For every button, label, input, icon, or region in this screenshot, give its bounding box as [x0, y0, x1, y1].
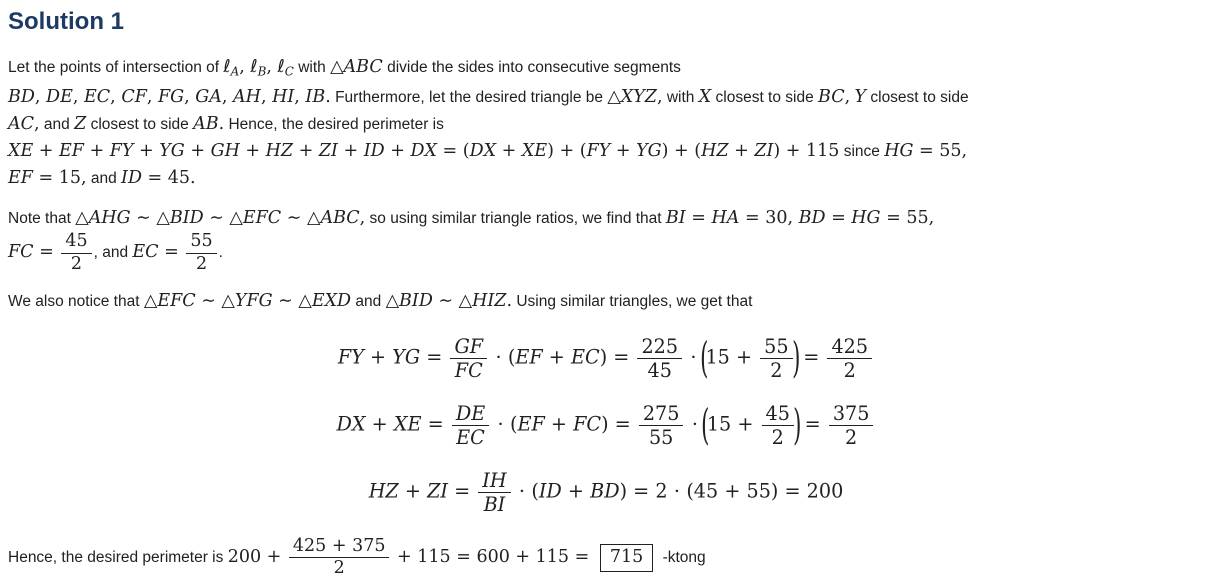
math-letters: XYZ: [620, 87, 657, 108]
math-letters: YG: [392, 345, 421, 369]
math-symbols: ) =: [599, 345, 636, 369]
fraction: [186, 232, 216, 274]
math-symbols: 2: [195, 253, 208, 274]
math-run: [707, 412, 760, 435]
math-letters: DX: [469, 141, 497, 162]
fraction-denominator: [639, 426, 684, 449]
math-letters: YG: [159, 141, 185, 162]
text-run: Using similar triangles, we get that: [512, 292, 753, 310]
math-run: [607, 87, 662, 107]
math-letters: FY: [337, 345, 364, 369]
math-symbols: ∼ △: [203, 208, 243, 229]
math-symbols: 2: [333, 558, 345, 579]
math-run: [223, 57, 293, 77]
math-symbols: = 55,: [880, 208, 935, 229]
math-symbols: ,: [359, 208, 366, 229]
math-run: [489, 345, 635, 368]
math-run: [391, 547, 594, 567]
math-letters: DE: [46, 87, 73, 108]
math-letters: Y: [854, 87, 867, 108]
math-letters: BI: [483, 493, 506, 517]
fraction-denominator: [61, 254, 91, 275]
math-run: [330, 57, 383, 77]
text-run: -ktong: [658, 548, 706, 566]
math-symbols: 425: [831, 334, 869, 358]
math-symbols: 2: [771, 426, 784, 450]
text-line: [8, 537, 1204, 579]
math-run: [818, 87, 850, 107]
math-letters: ℓ: [250, 56, 258, 77]
text-run: and: [351, 292, 386, 310]
math-symbols: ,: [34, 114, 40, 135]
math-subscript: C: [284, 64, 294, 79]
math-letters: ZI: [754, 141, 774, 162]
fraction-numerator: [639, 403, 684, 427]
math-letters: BD: [798, 208, 826, 229]
math-run: [74, 114, 86, 134]
math-letters: BD: [590, 479, 620, 503]
math-symbols: 715: [609, 546, 644, 567]
text-run: since: [839, 143, 885, 161]
math-run: [228, 547, 287, 567]
fraction-denominator: [827, 359, 872, 382]
math-symbols: +: [542, 345, 571, 369]
math-symbols: 2: [845, 426, 858, 450]
math-run: [386, 291, 512, 311]
big-paren: (: [700, 333, 709, 383]
math-symbols: ,: [146, 87, 158, 108]
math-symbols: .: [325, 87, 331, 108]
math-symbols: +: [384, 141, 411, 162]
text-run: closest to side: [711, 89, 819, 107]
math-symbols: =: [158, 242, 185, 263]
math-symbols: ⋅ (: [491, 412, 518, 436]
text-run: Note that: [8, 210, 76, 228]
math-symbols: +: [544, 412, 574, 436]
math-letters: X: [698, 87, 712, 108]
equation-dx-xe: [8, 400, 1204, 450]
fraction-numerator: [450, 336, 487, 360]
text-run: and: [39, 116, 75, 134]
math-symbols: =: [798, 412, 827, 436]
math-symbols: 225: [641, 334, 679, 358]
math-letters: EFC: [157, 290, 196, 311]
math-letters: ID: [538, 479, 562, 503]
text-line: [8, 232, 1204, 274]
math-letters: IH: [482, 468, 507, 492]
math-letters: ABC: [343, 56, 383, 77]
fraction-numerator: [827, 336, 872, 360]
math-symbols: ) = 2 ⋅ (45 + 55) = 200: [619, 479, 844, 503]
math-letters: EFC: [242, 208, 282, 229]
math-run: [75, 208, 365, 228]
text-run: with: [662, 89, 699, 107]
math-symbols: 425 + 375: [292, 535, 386, 556]
page-title: Solution 1: [8, 8, 124, 35]
math-symbols: +: [239, 141, 266, 162]
fraction: [61, 232, 91, 274]
math-symbols: .: [506, 290, 513, 311]
math-symbols: +: [365, 412, 394, 436]
math-symbols: ⋅ (: [489, 345, 516, 369]
math-letters: FY: [109, 141, 134, 162]
text-run: and: [86, 170, 122, 188]
math-letters: ID: [363, 141, 385, 162]
text-run: with: [293, 58, 331, 76]
text-line: [8, 138, 1204, 165]
math-letters: GF: [454, 334, 484, 358]
big-paren: (: [701, 400, 710, 450]
math-symbols: ⋅ (: [512, 479, 539, 503]
math-symbols: +: [610, 141, 637, 162]
fraction-numerator: [61, 232, 91, 254]
text-run: Furthermore, let the desired triangle be: [330, 89, 608, 107]
math-symbols: ,: [266, 56, 278, 77]
math-letters: ID: [121, 168, 142, 189]
math-letters: IB: [305, 87, 326, 108]
math-letters: HZ: [368, 479, 399, 503]
fraction: [637, 336, 682, 382]
fraction-numerator: [829, 403, 874, 427]
math-letters: XE: [393, 412, 422, 436]
math-letters: ℓ: [277, 56, 285, 77]
fraction-denominator: [186, 254, 216, 275]
math-run: [491, 412, 637, 435]
math-run: [8, 168, 87, 188]
text-run: so using similar triangle ratios, we find that: [365, 210, 666, 228]
text-run: We also notice that: [8, 292, 144, 310]
math-run: [799, 412, 827, 435]
text-run: , and: [93, 244, 133, 262]
math-symbols: ,: [72, 87, 84, 108]
math-run: [797, 345, 825, 368]
math-symbols: 200 +: [227, 546, 287, 567]
math-run: [513, 479, 844, 502]
math-letters: HG: [884, 141, 914, 162]
math-letters: GH: [210, 141, 240, 162]
fraction-denominator: [760, 359, 792, 382]
math-run: [144, 291, 351, 311]
text-line: [8, 111, 1204, 138]
fraction-numerator: [452, 403, 489, 427]
math-symbols: +: [184, 141, 211, 162]
math-symbols: +: [133, 141, 160, 162]
fraction: [639, 403, 684, 449]
math-symbols: 375: [832, 401, 870, 425]
math-letters: HG: [851, 208, 881, 229]
big-paren: ): [793, 400, 802, 450]
paragraph-intro: [8, 54, 1204, 193]
fraction: [289, 537, 390, 579]
fraction-numerator: [289, 537, 390, 559]
text-run: closest to side: [866, 89, 969, 107]
math-run: [8, 141, 839, 161]
math-run: [855, 87, 867, 107]
math-letters: HZ: [701, 141, 729, 162]
math-letters: HA: [711, 208, 740, 229]
equation-hz-zi: [8, 470, 1204, 516]
math-letters: AC: [8, 114, 35, 135]
text-run: Let the points of intersection of: [8, 58, 224, 76]
math-symbols: ∼ △: [130, 208, 170, 229]
math-symbols: ,: [34, 87, 47, 108]
math-symbols: ,: [844, 87, 851, 108]
math-letters: DE: [455, 401, 486, 425]
paragraph-also-notice: [8, 288, 1204, 315]
math-symbols: =: [797, 345, 826, 369]
equation-fy-yg: [8, 333, 1204, 383]
math-run: [132, 243, 184, 263]
math-letters: DX: [336, 412, 366, 436]
fraction-numerator: [760, 336, 792, 360]
math-symbols: =: [33, 242, 60, 263]
math-symbols: ,: [656, 87, 663, 108]
math-run: [369, 479, 477, 502]
math-letters: HIZ: [472, 290, 507, 311]
math-letters: XE: [521, 141, 548, 162]
math-letters: Z: [74, 114, 87, 135]
math-symbols: △: [385, 290, 400, 311]
math-letters: AHG: [88, 208, 131, 229]
text-line: [8, 288, 1204, 315]
math-symbols: ∼ △: [195, 290, 235, 311]
math-run: [666, 208, 934, 228]
fraction-denominator: [829, 426, 874, 449]
text-run: .: [218, 244, 223, 262]
math-symbols: +: [728, 141, 755, 162]
big-paren: ): [791, 333, 801, 383]
math-symbols: + 115 = 600 + 115 =: [391, 546, 595, 567]
math-symbols: ) + 115: [773, 141, 840, 162]
fraction-denominator: [450, 359, 487, 382]
math-symbols: 55: [764, 334, 789, 358]
paragraph-conclusion: [8, 537, 1204, 579]
math-symbols: 2: [70, 253, 83, 274]
paragraph-similar-ratios: [8, 205, 1204, 274]
math-letters: BC: [818, 87, 845, 108]
math-symbols: +: [496, 141, 522, 162]
math-symbols: .: [218, 114, 225, 135]
math-symbols: ) =: [601, 412, 637, 436]
fraction-denominator: [478, 493, 510, 516]
math-letters: FC: [573, 412, 602, 436]
math-run: [8, 87, 331, 107]
math-letters: FG: [158, 87, 185, 108]
math-run: [121, 168, 196, 188]
math-letters: GA: [195, 87, 222, 108]
math-symbols: = 55,: [913, 141, 968, 162]
math-run: [193, 114, 224, 134]
math-run: [8, 114, 40, 134]
math-symbols: =: [447, 479, 477, 503]
math-symbols: ⋅: [685, 412, 705, 436]
math-symbols: +: [33, 141, 60, 162]
text-line: [8, 165, 1204, 192]
text-line: [8, 205, 1204, 232]
math-symbols: +: [398, 479, 428, 503]
math-symbols: 55: [190, 231, 213, 252]
math-run: [338, 345, 449, 368]
boxed-answer: [600, 544, 653, 572]
fraction-numerator: [478, 470, 510, 494]
fraction: [760, 336, 792, 382]
fraction-numerator: [762, 403, 794, 427]
math-symbols: 15 +: [705, 345, 759, 369]
math-letters: EC: [570, 345, 600, 369]
math-symbols: ) + (: [661, 141, 702, 162]
fraction: [450, 336, 487, 382]
math-letters: HI: [272, 87, 295, 108]
math-letters: YG: [636, 141, 662, 162]
math-subscript: A: [230, 64, 240, 79]
math-symbols: = 45.: [141, 168, 196, 189]
math-run: [705, 345, 758, 368]
math-symbols: ,: [260, 87, 273, 108]
math-symbols: =: [825, 208, 852, 229]
math-symbols: 2: [770, 359, 783, 383]
math-symbols: ,: [221, 87, 234, 108]
math-subscript: B: [257, 64, 267, 79]
math-symbols: = 15,: [32, 168, 87, 189]
math-symbols: 15 +: [706, 412, 760, 436]
math-letters: XE: [8, 141, 34, 162]
fraction-numerator: [637, 336, 682, 360]
math-symbols: ∼ △: [432, 290, 473, 311]
fraction: [452, 403, 489, 449]
math-letters: YFG: [234, 290, 273, 311]
math-symbols: 2: [843, 359, 856, 383]
math-symbols: △: [607, 87, 621, 108]
math-symbols: △: [330, 56, 344, 77]
math-symbols: ,: [239, 56, 251, 77]
math-symbols: ∼ △: [272, 290, 312, 311]
math-symbols: =: [685, 208, 712, 229]
math-symbols: ,: [294, 87, 306, 108]
math-symbols: △: [75, 208, 89, 229]
math-letters: BD: [8, 87, 35, 108]
math-symbols: +: [337, 141, 364, 162]
math-letters: EF: [515, 345, 543, 369]
text-run: closest to side: [86, 116, 194, 134]
math-letters: ℓ: [223, 56, 231, 77]
text-line: [8, 54, 1204, 85]
math-symbols: △: [143, 290, 158, 311]
math-letters: HZ: [265, 141, 294, 162]
fraction-denominator: [452, 426, 489, 449]
math-letters: EC: [132, 242, 159, 263]
math-symbols: +: [363, 345, 393, 369]
math-letters: FC: [454, 359, 483, 383]
math-letters: BI: [665, 208, 686, 229]
text-line: [8, 84, 1204, 111]
math-symbols: 45: [765, 401, 790, 425]
math-run: [699, 87, 711, 107]
math-symbols: 275: [642, 401, 680, 425]
math-symbols: ,: [184, 87, 196, 108]
math-letters: EC: [84, 87, 111, 108]
math-letters: EXD: [311, 290, 352, 311]
math-letters: EC: [456, 426, 485, 450]
text-run: Hence, the desired perimeter is: [8, 548, 228, 566]
fraction-denominator: [762, 426, 794, 449]
math-symbols: 45: [65, 231, 88, 252]
text-run: Hence, the desired perimeter is: [224, 116, 444, 134]
math-symbols: =: [421, 412, 450, 436]
math-run: [884, 141, 967, 161]
math-letters: EF: [8, 168, 33, 189]
math-symbols: = 30,: [739, 208, 799, 229]
fraction-denominator: [637, 359, 682, 382]
math-letters: AH: [233, 87, 261, 108]
math-symbols: = (: [436, 141, 470, 162]
fraction: [829, 403, 874, 449]
math-symbols: 55: [648, 426, 674, 450]
fraction-denominator: [289, 558, 390, 579]
math-symbols: ∼ △: [281, 208, 321, 229]
text-run: divide the sides into consecutive segments: [382, 58, 681, 76]
math-letters: FY: [586, 141, 611, 162]
math-symbols: +: [561, 479, 591, 503]
fraction-numerator: [186, 232, 216, 254]
math-letters: ABC: [320, 208, 360, 229]
math-letters: FC: [8, 242, 34, 263]
math-symbols: =: [420, 345, 449, 369]
fraction: [762, 403, 794, 449]
math-run: [8, 243, 59, 263]
math-letters: BID: [399, 290, 433, 311]
math-letters: EF: [59, 141, 84, 162]
math-letters: EF: [517, 412, 545, 436]
fraction: [827, 336, 872, 382]
math-symbols: +: [293, 141, 319, 162]
math-letters: CF: [121, 87, 147, 108]
fraction: [478, 470, 510, 516]
math-symbols: +: [83, 141, 110, 162]
math-letters: BID: [169, 208, 204, 229]
math-run: [337, 412, 450, 435]
math-symbols: ,: [110, 87, 122, 108]
math-letters: DX: [410, 141, 437, 162]
math-letters: ZI: [318, 141, 338, 162]
math-letters: AB: [193, 114, 219, 135]
math-symbols: 45: [647, 359, 672, 383]
math-letters: ZI: [427, 479, 448, 503]
math-symbols: ⋅: [684, 345, 703, 369]
math-symbols: ) + (: [547, 141, 587, 162]
